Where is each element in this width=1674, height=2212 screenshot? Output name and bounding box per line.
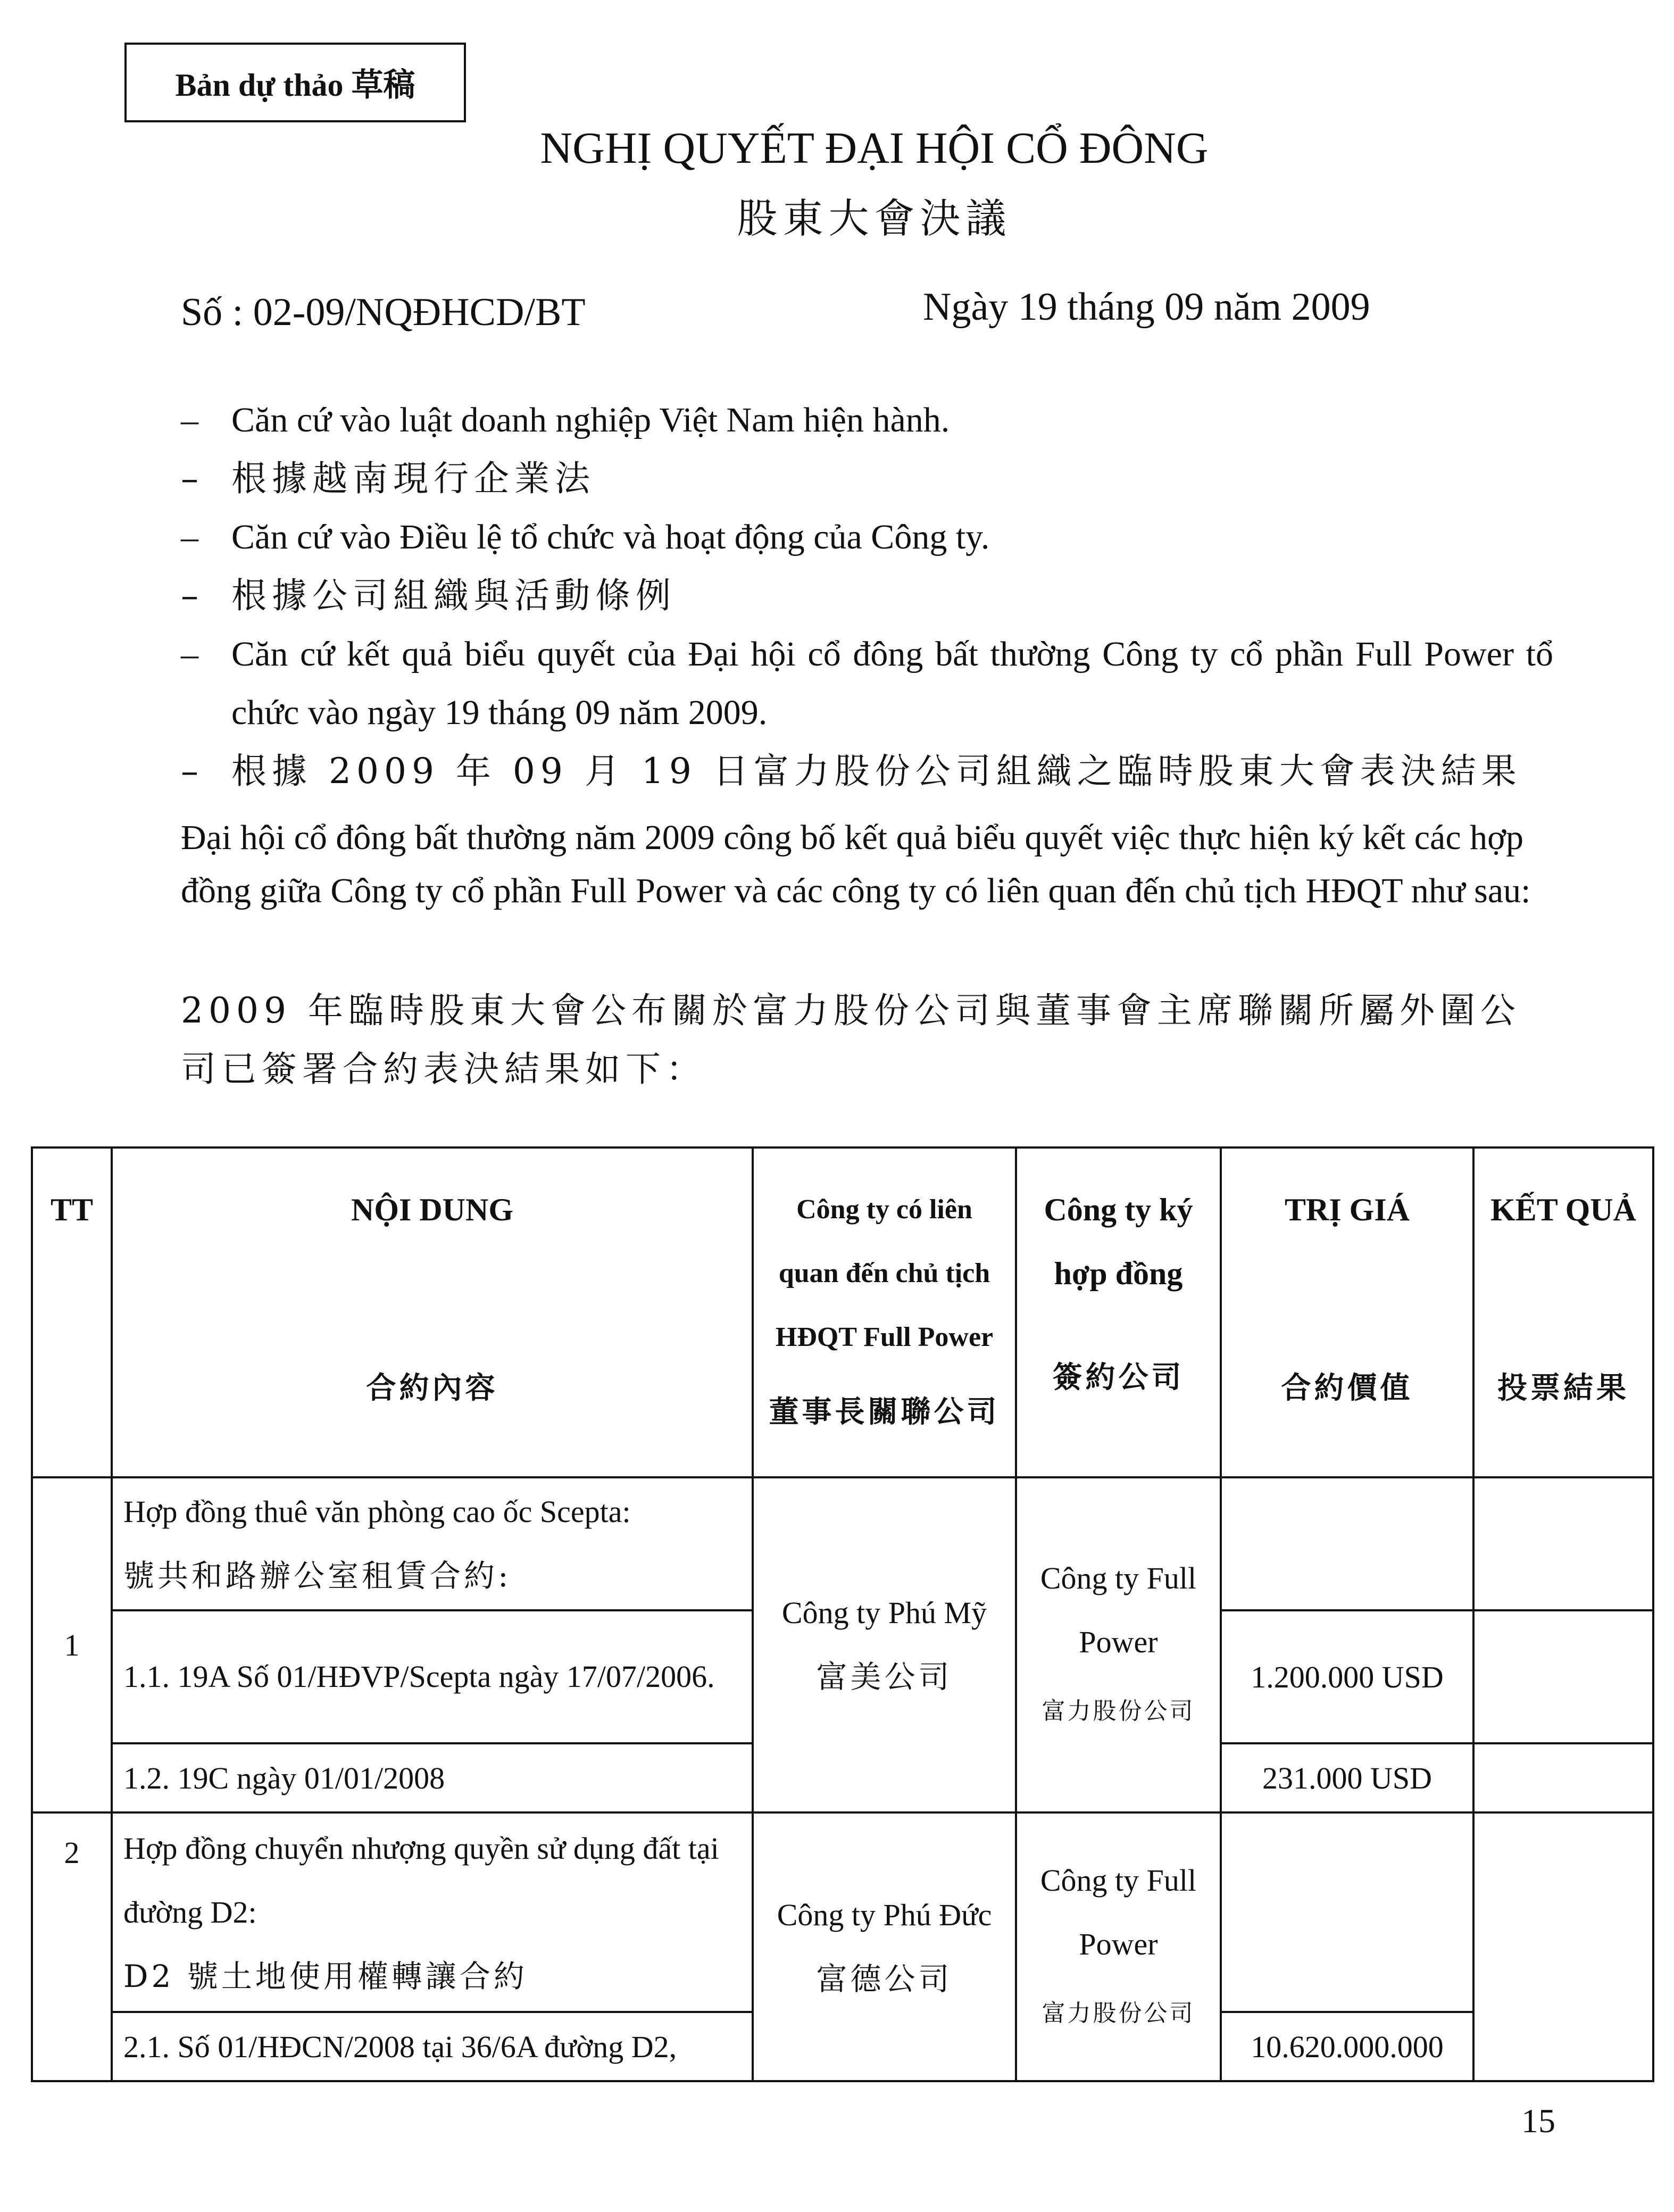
draft-label: Bản dự thảo 草稿 [124, 43, 466, 122]
basis-item: – Căn cứ vào luật doanh nghiệp Việt Nam hiện hành. [181, 401, 950, 439]
document-date: Ngày 19 tháng 09 năm 2009 [923, 285, 1370, 329]
page-number: 15 [1521, 2102, 1555, 2140]
header-value: TRỊ GIÁ 合約價值 [1221, 1147, 1473, 1477]
value-cell [1221, 1477, 1473, 1610]
announcement-paragraph-cn: 2009 年臨時股東大會公布關於富力股份公司與董事會主席聯關所屬外圍公司已簽署合約表決結果如下： [181, 990, 1521, 1090]
header-result: KẾT QUẢ 投票結果 [1473, 1147, 1653, 1477]
header-related-company: Công ty có liên quan đến chủ tịch HĐQT Full Power 董事長關聯公司 [753, 1147, 1016, 1477]
related-company: Công ty Phú Mỹ 富美公司 [753, 1477, 1016, 1812]
announcement-paragraph-vn: Đại hội cổ đông bất thường năm 2009 công bố kết quả biểu quyết việc thực hiện ký kết các hợp đồng giữa Công ty cổ phần Full Power và các công ty có liên quan đến chủ tịch HĐQT như sau: [181, 818, 1531, 910]
row-number: 1 [32, 1477, 112, 1812]
value-cell: 1.200.000 USD [1221, 1610, 1473, 1743]
contract-item: 1.2. 19C ngày 01/01/2008 [112, 1743, 753, 1812]
contract-item: 1.1. 19A Số 01/HĐVP/Scepta ngày 17/07/2006. [112, 1610, 753, 1743]
result-cell [1473, 1477, 1653, 1610]
result-cell [1473, 1812, 1653, 2081]
result-cell [1473, 1743, 1653, 1812]
contract-intro: Hợp đồng chuyển nhượng quyền sử dụng đất tại đường D2: D2 號土地使用權轉讓合約 [112, 1812, 753, 2012]
contract-item: 2.1. Số 01/HĐCN/2008 tại 36/6A đường D2, [112, 2012, 753, 2081]
value-cell: 231.000 USD [1221, 1743, 1473, 1812]
signing-company: Công ty Full Power 富力股份公司 [1016, 1477, 1221, 1812]
basis-item: – Căn cứ vào Điều lệ tổ chức và hoạt động của Công ty. [181, 518, 990, 556]
basis-item: – Căn cứ kết quả biểu quyết của Đại hội cổ đông bất thường Công ty cổ phần Full Power tổ chức vào ngày 19 tháng 09 năm 2009. [181, 635, 1553, 732]
table-row [32, 1477, 1653, 1610]
contracts-table [31, 1146, 1654, 2082]
row-number: 2 [32, 1812, 112, 2081]
value-cell [1221, 1812, 1473, 2012]
header-content: NỘI DUNG 合約內容 [112, 1147, 753, 1477]
title-chinese: 股東大會決議 [737, 195, 1012, 242]
basis-item: – 根據 2009 年 09 月 19 日富力股份公司組織之臨時股東大會表決結果 [181, 751, 1522, 792]
header-signing-company: Công ty ký hợp đồng 簽約公司 [1016, 1147, 1221, 1477]
table-row [32, 1812, 1653, 2012]
signing-company: Công ty Full Power 富力股份公司 [1016, 1812, 1221, 2081]
contract-intro: Hợp đồng thuê văn phòng cao ốc Scepta: 號共和路辦公室租賃合約: [112, 1477, 753, 1610]
related-company: Công ty Phú Đức 富德公司 [753, 1812, 1016, 2081]
table-header-row [32, 1147, 1653, 1477]
document-number: Số : 02-09/NQĐHCD/BT [181, 290, 586, 334]
value-cell: 10.620.000.000 [1221, 2012, 1473, 2081]
basis-item: – 根據公司組織與活動條例 [181, 575, 676, 616]
legal-basis-list [181, 391, 1553, 801]
header-tt: TT [32, 1147, 112, 1477]
result-cell [1473, 1610, 1653, 1743]
title-vietnamese: NGHỊ QUYẾT ĐẠI HỘI CỔ ĐÔNG [540, 123, 1209, 173]
basis-item: – 根據越南現行企業法 [181, 458, 595, 499]
